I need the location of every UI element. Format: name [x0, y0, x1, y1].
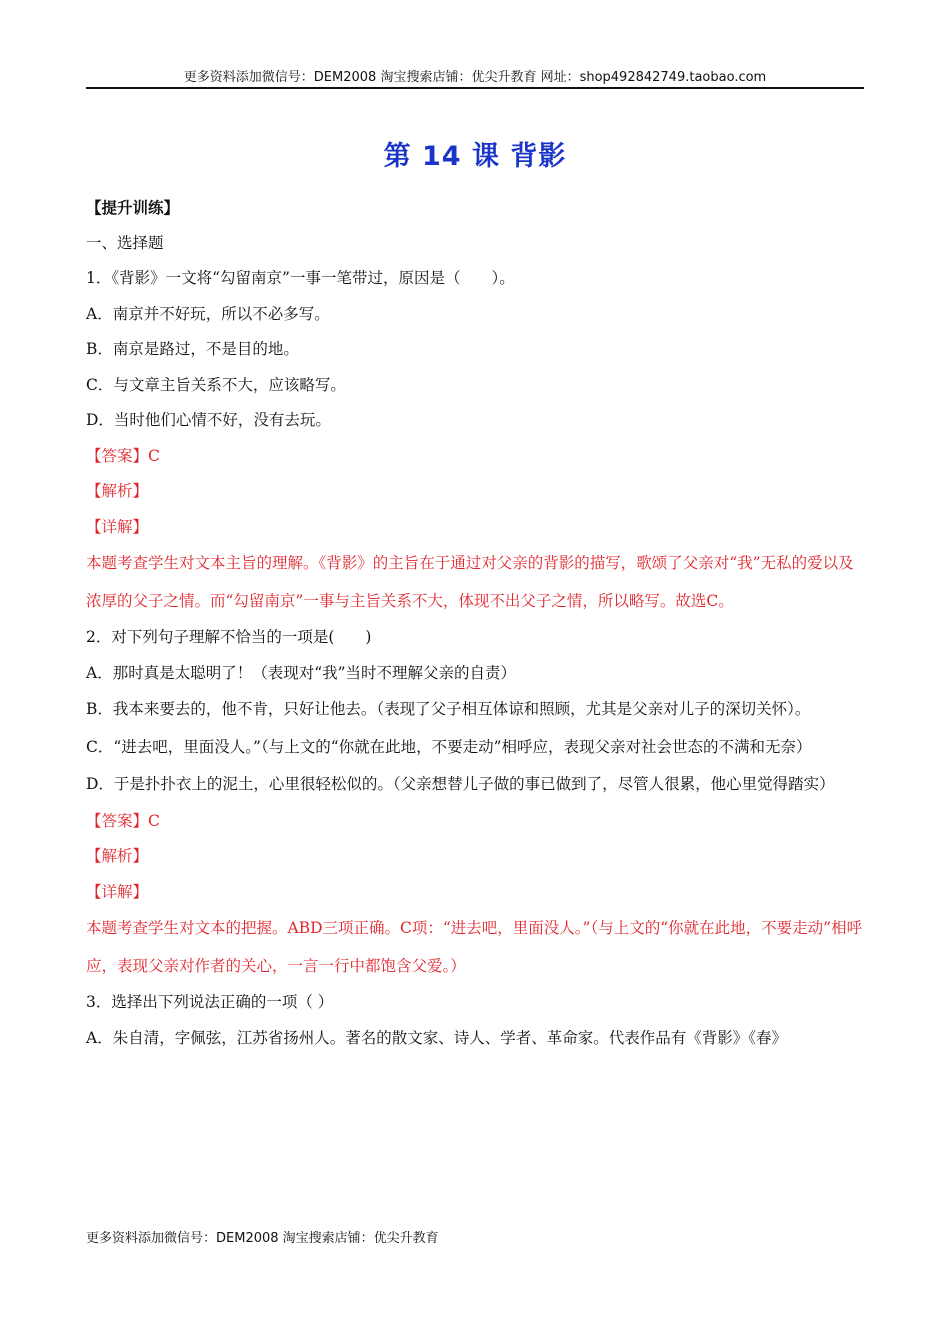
question-2-option-a: A．那时真是太聪明了！（表现对“我”当时不理解父亲的自责） — [86, 663, 517, 682]
page-footer: 更多资料添加微信号：DEM2008 淘宝搜索店铺：优尖升教育 — [86, 1231, 439, 1246]
page-header: 更多资料添加微信号：DEM2008 淘宝搜索店铺：优尖升教育 网址：shop492842749.taobao.com — [183, 70, 767, 85]
question-2-explanation: 本题考查学生对文本的把握。ABD三项正确。C项：“进去吧，里面没人。”（与上文的“你就在此地，不要走动”相呼应，表现父亲对作者的关心，一言一行中都饱含父爱。） — [86, 919, 863, 975]
question-1-detail: 【详解】 — [86, 517, 149, 536]
question-2-analysis: 【解析】 — [86, 847, 149, 865]
question-2-stem: 2．对下列句子理解不恰当的一项是( ) — [86, 628, 372, 646]
question-1-option-c: C．与文章主旨关系不大，应该略写。 — [86, 375, 346, 394]
question-2-option-c: C．“进去吧，里面没人。”（与上文的“你就在此地，不要走动”相呼应，表现父亲对社会世态的不满和无奈） — [86, 737, 812, 756]
question-1-option-a: A．南京并不好玩，所以不必多写。 — [86, 304, 330, 323]
question-3-option-a: A．朱自清，字佩弦，江苏省扬州人。著名的散文家、诗人、学者、革命家。代表作品有《背影》《春》 — [86, 1028, 787, 1047]
question-1-option-d: D．当时他们心情不好，没有去玩。 — [86, 411, 331, 429]
question-2-option-b: B．我本来要去的，他不肯，只好让他去。（表现了父子相互体谅和照顾，尤其是父亲对儿子的深切关怀）。 — [86, 700, 811, 718]
part-heading: 一、选择题 — [86, 233, 164, 252]
section-heading: 【提升训练】 — [86, 198, 180, 217]
question-2-answer: 【答案】C — [86, 811, 160, 830]
lesson-title: 第 14 课 背影 — [383, 141, 567, 172]
question-1-stem: 1．《背影》一文将“勾留南京”一事一笔带过，原因是（ ）。 — [86, 269, 515, 287]
question-1-explanation: 本题考查学生对文本主旨的理解。《背影》的主旨在于通过对父亲的背影的描写，歌颂了父亲对“我”无私的爱以及浓厚的父子之情。而“勾留南京”一事与主旨关系不大，体现不出父子之情，所以略写。故选C。 — [86, 554, 854, 610]
header-divider — [86, 87, 864, 89]
document-body — [86, 190, 866, 1056]
question-2-detail: 【详解】 — [86, 882, 149, 901]
question-2-option-d: D．于是扑扑衣上的泥土，心里很轻松似的。（父亲想替儿子做的事已做到了，尽管人很累，他心里觉得踏实） — [86, 775, 835, 793]
question-1-option-b: B．南京是路过，不是目的地。 — [86, 340, 299, 358]
question-1-answer: 【答案】C — [86, 446, 160, 465]
question-3-stem: 3．选择出下列说法正确的一项（ ） — [86, 993, 334, 1011]
question-1-analysis: 【解析】 — [86, 482, 149, 500]
